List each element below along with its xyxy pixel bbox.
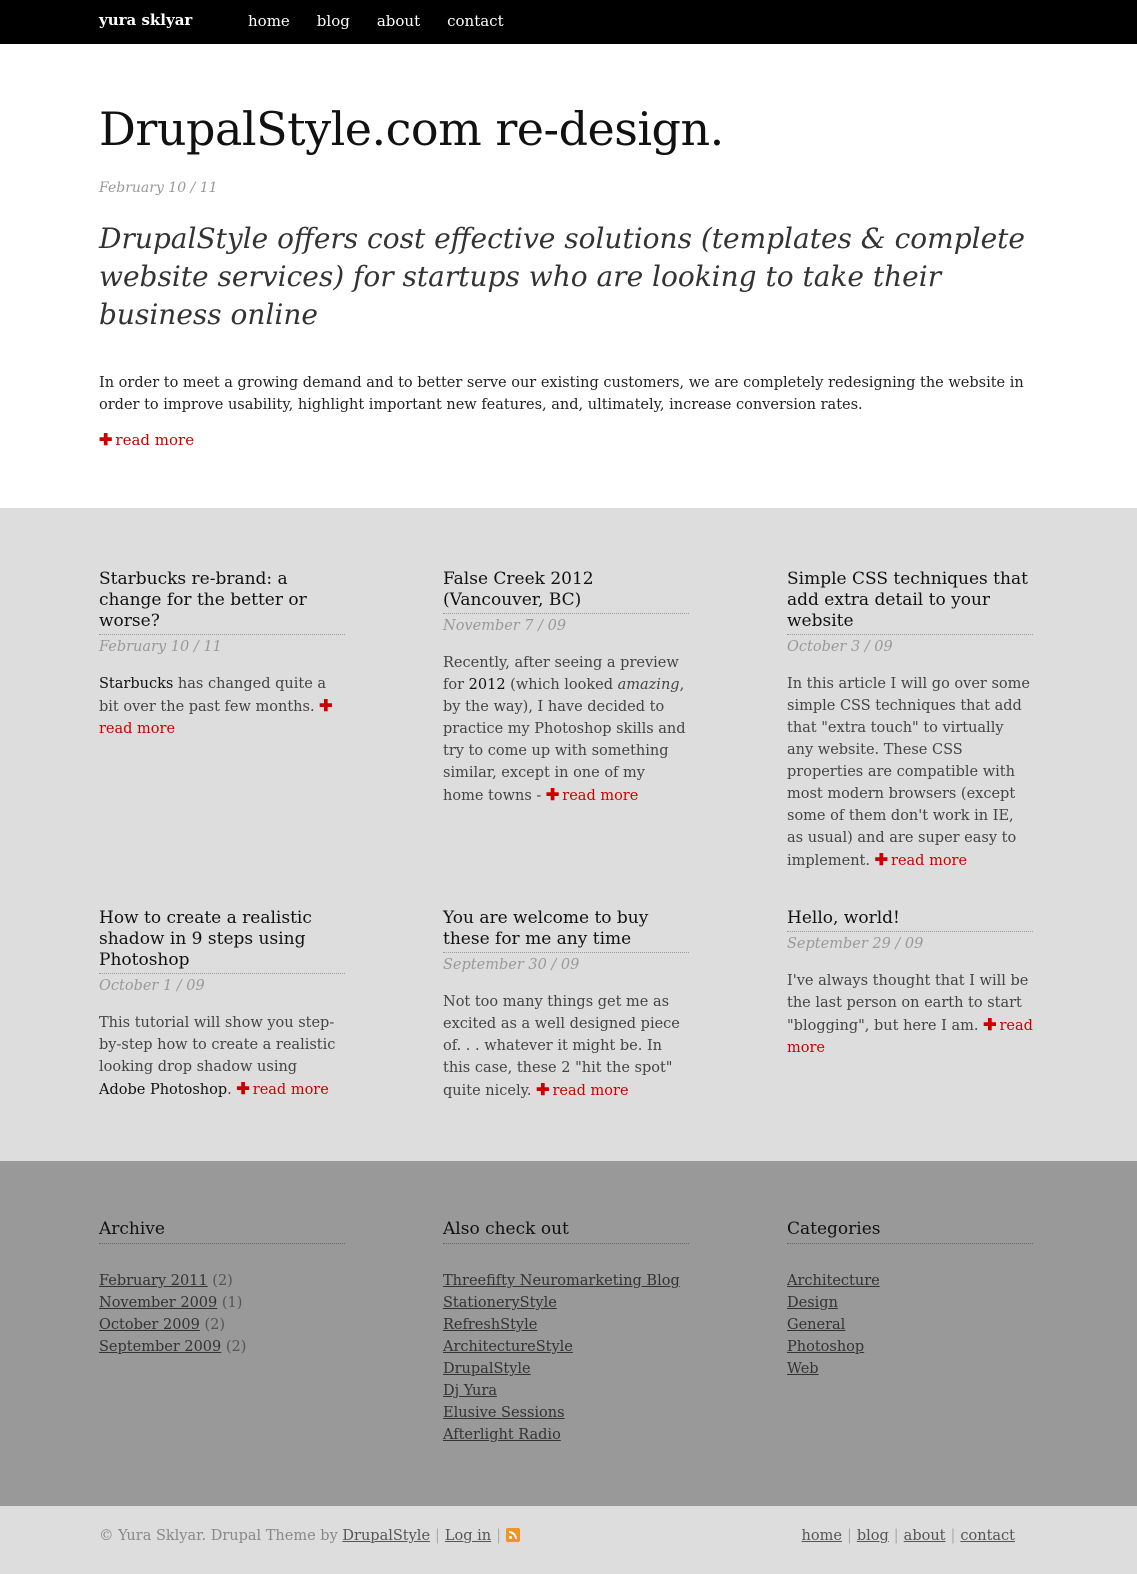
post-title[interactable]: Hello, world! bbox=[787, 908, 1033, 932]
login-link[interactable]: Log in bbox=[444, 1528, 492, 1544]
read-more-label: read more bbox=[787, 1018, 1033, 1056]
list-item bbox=[99, 1270, 345, 1292]
category-link[interactable]: Web bbox=[787, 1361, 819, 1377]
divider: | bbox=[435, 1528, 440, 1544]
post-date: October 3 / 09 bbox=[787, 639, 893, 655]
plus-icon: ✚ bbox=[983, 1015, 997, 1034]
post-card bbox=[443, 908, 689, 1102]
featured-lead: DrupalStyle offers cost effective solutions (templates & complete website services) for startups who are looking to take their business online bbox=[99, 222, 1025, 331]
categories-list bbox=[787, 1270, 1033, 1380]
post-card bbox=[787, 569, 1033, 872]
archive-link[interactable]: February 2011 bbox=[99, 1273, 208, 1289]
footer-widgets bbox=[0, 1161, 1137, 1506]
list-item bbox=[443, 1402, 689, 1424]
site-brand[interactable]: yura sklyar bbox=[99, 11, 193, 29]
post-card bbox=[99, 908, 345, 1101]
categories-widget bbox=[787, 1219, 1033, 1380]
featured-body: In order to meet a growing demand and to better serve our existing customers, we are completely redesigning the website in order to improve usability, highlight important new features, and, ultimately, increase conversion rates. bbox=[99, 375, 1024, 413]
category-link[interactable]: Design bbox=[787, 1295, 838, 1311]
excerpt-text: has changed quite a bit over the past few months. bbox=[99, 676, 327, 715]
post-title[interactable]: Starbucks re-brand: a change for the better or worse? bbox=[99, 569, 345, 635]
read-more-label: read more bbox=[552, 1083, 629, 1099]
footer-nav-about[interactable]: about bbox=[903, 1528, 946, 1544]
excerpt-text: (which looked bbox=[505, 677, 618, 693]
post-title[interactable]: You are welcome to buy these for me any time bbox=[443, 908, 689, 953]
read-more-label: read more bbox=[252, 1082, 329, 1098]
category-link[interactable]: General bbox=[787, 1317, 846, 1333]
post-date: February 10 / 11 bbox=[99, 639, 222, 655]
excerpt-text: Recently, after seeing a preview for bbox=[443, 655, 679, 693]
external-link[interactable]: Elusive Sessions bbox=[443, 1405, 565, 1421]
list-item bbox=[787, 1314, 1033, 1336]
post-excerpt bbox=[443, 652, 689, 807]
excerpt-emphasis: amazing bbox=[617, 677, 680, 693]
post-date: September 30 / 09 bbox=[443, 957, 580, 973]
post-excerpt bbox=[787, 673, 1033, 872]
plus-icon: ✚ bbox=[874, 850, 889, 869]
widget-title: Archive bbox=[99, 1219, 345, 1244]
post-tag-link[interactable]: 2012 bbox=[468, 677, 506, 693]
nav-home[interactable]: home bbox=[248, 12, 290, 30]
post-title[interactable]: Simple CSS techniques that add extra detail to your website bbox=[787, 569, 1033, 635]
plus-icon: ✚ bbox=[319, 696, 333, 715]
footer-nav-blog[interactable]: blog bbox=[856, 1528, 889, 1544]
also-check-out-widget bbox=[443, 1219, 689, 1446]
list-item bbox=[787, 1270, 1033, 1292]
featured-title[interactable]: DrupalStyle.com re-design. bbox=[99, 102, 724, 156]
list-item bbox=[787, 1358, 1033, 1380]
post-excerpt bbox=[443, 991, 689, 1102]
excerpt-text: , by the way), I have decided to practice my Photoshop skills and try to come up with something similar, except in one of my home towns - bbox=[443, 677, 686, 804]
excerpt-text: Not too many things get me as excited as a well designed piece of. . . whatever it might be. In this case, these 2 "hit the spot" quite nicely. bbox=[443, 994, 680, 1099]
archive-count: (2) bbox=[212, 1273, 233, 1289]
widget-title: Categories bbox=[787, 1219, 1033, 1244]
excerpt-text: I've always thought that I will be the last person on earth to start "blogging", but here I am. bbox=[787, 973, 1029, 1034]
post-excerpt bbox=[99, 673, 345, 740]
archive-widget bbox=[99, 1219, 345, 1358]
plus-icon: ✚ bbox=[545, 785, 560, 804]
footer-nav-home[interactable]: home bbox=[801, 1528, 842, 1544]
post-tag-link[interactable]: Adobe Photoshop bbox=[99, 1082, 228, 1098]
external-link[interactable]: ArchitectureStyle bbox=[443, 1339, 573, 1355]
external-link[interactable]: StationeryStyle bbox=[443, 1295, 557, 1311]
list-item bbox=[99, 1292, 345, 1314]
post-card bbox=[99, 569, 345, 740]
footer-nav bbox=[802, 1528, 1015, 1544]
archive-count: (1) bbox=[221, 1295, 243, 1311]
divider: | bbox=[846, 1528, 852, 1544]
post-excerpt bbox=[787, 970, 1033, 1059]
read-more-label: read more bbox=[115, 431, 195, 449]
archive-link[interactable]: November 2009 bbox=[99, 1295, 218, 1311]
links-list bbox=[443, 1270, 689, 1446]
post-date: November 7 / 09 bbox=[443, 618, 567, 634]
post-read-more[interactable] bbox=[536, 1080, 629, 1099]
list-item bbox=[443, 1380, 689, 1402]
category-link[interactable]: Photoshop bbox=[787, 1339, 865, 1355]
plus-icon: ✚ bbox=[536, 1080, 550, 1099]
archive-link[interactable]: October 2009 bbox=[99, 1317, 200, 1333]
copyright-text: © Yura Sklyar. Drupal Theme by bbox=[99, 1528, 343, 1544]
post-title[interactable]: How to create a realistic shadow in 9 steps using Photoshop bbox=[99, 908, 345, 974]
bottom-bar bbox=[0, 1506, 1137, 1574]
list-item bbox=[787, 1336, 1033, 1358]
copyright bbox=[99, 1528, 520, 1544]
excerpt-text: This tutorial will show you step-by-step how to create a realistic looking drop shadow using bbox=[99, 1015, 336, 1075]
archive-list bbox=[99, 1270, 345, 1358]
list-item bbox=[443, 1336, 689, 1358]
excerpt-text: In this article I will go over some simple CSS techniques that add that "extra touch" to virtually any website. These CSS properties are compatible with most modern browsers (except some of them don't work in IE, as usual) and are super easy to implement. bbox=[787, 676, 1030, 869]
external-link[interactable]: Dj Yura bbox=[443, 1383, 497, 1399]
plus-icon: ✚ bbox=[99, 430, 113, 449]
posts-grid bbox=[0, 508, 1137, 1161]
category-link[interactable]: Architecture bbox=[787, 1273, 880, 1289]
external-link[interactable]: RefreshStyle bbox=[443, 1317, 538, 1333]
post-read-more[interactable] bbox=[874, 850, 968, 869]
archive-count: (2) bbox=[225, 1339, 247, 1355]
nav-blog[interactable]: blog bbox=[316, 12, 350, 30]
nav-contact[interactable]: contact bbox=[447, 12, 504, 30]
featured-read-more[interactable] bbox=[99, 430, 194, 449]
theme-link[interactable]: DrupalStyle bbox=[342, 1528, 431, 1544]
list-item bbox=[443, 1424, 689, 1446]
divider: | bbox=[496, 1528, 502, 1544]
post-date: September 29 / 09 bbox=[787, 936, 924, 952]
list-item bbox=[99, 1314, 345, 1336]
plus-icon: ✚ bbox=[236, 1079, 250, 1098]
post-excerpt bbox=[99, 1012, 345, 1101]
archive-link[interactable]: September 2009 bbox=[99, 1339, 222, 1355]
rss-icon[interactable] bbox=[506, 1528, 520, 1542]
divider: | bbox=[893, 1528, 899, 1544]
external-link[interactable]: Threefifty Neuromarketing Blog bbox=[443, 1273, 680, 1289]
read-more-label: read more bbox=[891, 853, 968, 869]
post-card bbox=[443, 569, 689, 807]
widget-title: Also check out bbox=[443, 1219, 689, 1244]
nav-about[interactable]: about bbox=[376, 12, 421, 30]
post-date: October 1 / 09 bbox=[99, 978, 205, 994]
post-tag-link[interactable]: Starbucks bbox=[99, 676, 174, 692]
divider: | bbox=[950, 1528, 956, 1544]
external-link[interactable]: DrupalStyle bbox=[443, 1361, 531, 1377]
list-item bbox=[443, 1270, 689, 1292]
post-read-more[interactable] bbox=[545, 785, 639, 804]
list-item bbox=[443, 1358, 689, 1380]
excerpt-text: . bbox=[227, 1082, 232, 1098]
featured-date: February 10 / 11 bbox=[99, 180, 218, 196]
top-bar bbox=[0, 0, 1137, 44]
read-more-label: read more bbox=[99, 721, 176, 737]
list-item bbox=[443, 1292, 689, 1314]
external-link[interactable]: Afterlight Radio bbox=[443, 1427, 561, 1443]
list-item bbox=[787, 1292, 1033, 1314]
post-card bbox=[787, 908, 1033, 1059]
archive-count: (2) bbox=[204, 1317, 226, 1333]
read-more-label: read more bbox=[562, 788, 639, 804]
list-item bbox=[99, 1336, 345, 1358]
post-title[interactable]: False Creek 2012 (Vancouver, BC) bbox=[443, 569, 689, 614]
footer-nav-contact[interactable]: contact bbox=[960, 1528, 1015, 1544]
featured-post bbox=[0, 44, 1137, 508]
list-item bbox=[443, 1314, 689, 1336]
post-read-more[interactable] bbox=[236, 1079, 329, 1098]
main-nav bbox=[248, 12, 531, 30]
